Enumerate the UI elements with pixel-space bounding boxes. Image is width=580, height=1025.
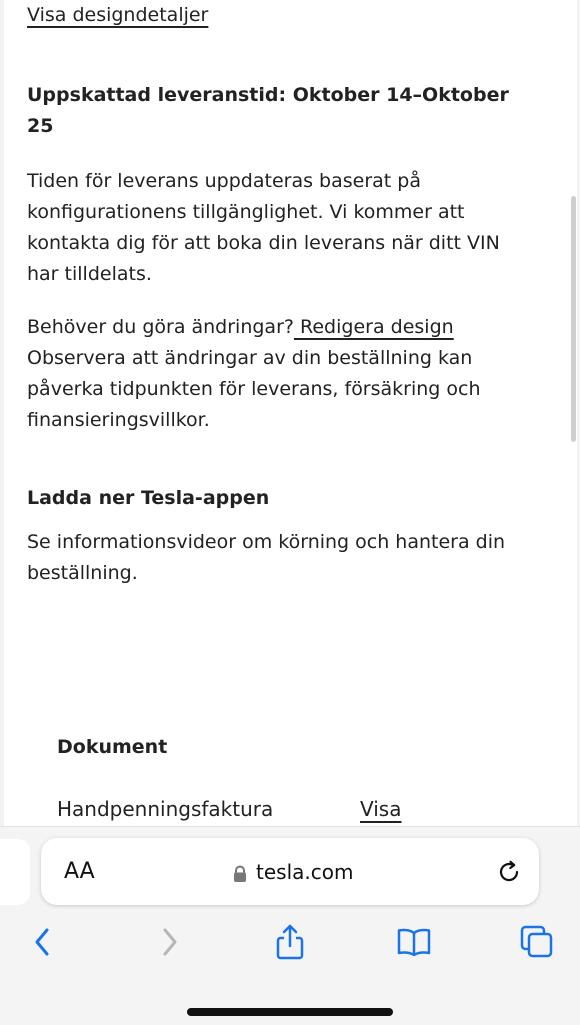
text-size-button[interactable]: AA <box>64 859 95 884</box>
edit-design-link[interactable]: Redigera design <box>293 316 454 338</box>
reload-icon[interactable] <box>495 858 523 886</box>
back-button[interactable] <box>21 921 65 963</box>
tabs-button[interactable] <box>515 921 559 963</box>
documents-heading: Dokument <box>57 736 168 758</box>
changes-section <box>27 312 537 436</box>
chevron-left-icon <box>31 926 55 958</box>
tesla-app-description: Se informationsvideor om körning och hantera din beställning. <box>27 531 506 584</box>
changes-question: Behöver du göra ändringar? <box>27 316 294 338</box>
share-button[interactable] <box>268 921 312 963</box>
share-icon <box>273 923 307 961</box>
book-icon <box>395 926 433 958</box>
forward-button[interactable] <box>147 921 191 963</box>
home-indicator <box>187 1008 393 1016</box>
order-details-card <box>4 0 577 826</box>
domain-text: tesla.com <box>256 860 354 884</box>
chevron-right-icon <box>157 926 181 958</box>
document-name: Handpenningsfaktura <box>57 797 274 821</box>
view-document-link[interactable]: Visa <box>360 797 402 821</box>
vertical-scrollbar[interactable] <box>571 196 576 442</box>
changes-note: Observera att ändringar av din beställning kan påverka tidpunkten för leverans, försäkring och finansieringsvillkor. <box>27 347 481 431</box>
delivery-description: Tiden för leverans uppdateras baserat på konfigurationens tillgänglighet. Vi kommer att kontakta dig för att boka din leverans när ditt VIN har tilldelats. <box>27 170 500 285</box>
estimated-delivery-heading: Uppskattad leveranstid: Oktober 14–Oktober 25 <box>27 84 509 137</box>
address-bar[interactable] <box>41 838 539 905</box>
bookmarks-button[interactable] <box>392 921 436 963</box>
safari-browser-chrome <box>0 826 580 1025</box>
lock-icon <box>232 865 248 883</box>
document-row <box>57 794 417 826</box>
url-display[interactable] <box>232 858 412 886</box>
tabs-icon <box>518 923 556 961</box>
view-design-details-link[interactable]: Visa designdetaljer <box>27 4 209 26</box>
browser-toolbar <box>0 921 580 963</box>
tesla-app-heading: Ladda ner Tesla-appen <box>27 487 270 509</box>
previous-tab-preview[interactable] <box>0 839 30 905</box>
